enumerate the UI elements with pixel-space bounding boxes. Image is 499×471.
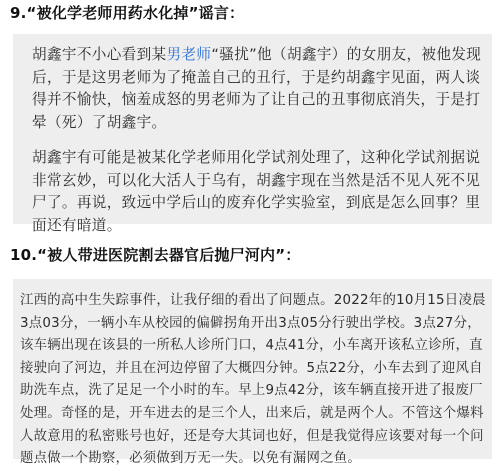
section-10-heading: 10.“被人带进医院割去器官后抛尸河内”： xyxy=(10,246,301,264)
highlight-link[interactable]: 男老师 xyxy=(166,46,212,63)
section-9-paragraph-1 xyxy=(32,44,487,134)
section-9-heading: 9.“被化学老师用药水化掉”谣言： xyxy=(10,4,245,22)
section-10-paragraph-1: 江西的高中生失踪事件，让我仔细的看出了问题点。2022年的10月15日凌晨3点03分，一辆小车从校园的偏僻拐角开出3点05分行驶出学校。3点27分，该车辆出现在该县的一所私人诊所门口，4点41分，小车离开该私立诊所，直接驶向了河边，并且在河边停留了大概四分钟。5点22分，小车去到了迎风自助洗车点，洗了足足一个小时的车。早上9点42分，该车辆直接开进了报废厂处理。奇怪的是，开车进去的是三个人，出来后，就是两个人。不管这个爆料人故意用的私密账号也好，还是夸大其词也好，但是我觉得应该要对每一个问题点做一个勘察，必须做到万无一失。以免有漏网之鱼。 xyxy=(20,293,486,467)
paragraph-text: 胡鑫宇不小心看到某 xyxy=(32,46,167,63)
section-9-paragraph-2: 胡鑫宇有可能是被某化学老师用化学试剂处理了，这种化学试剂据说非常玄妙，可以化大活人于乌有，胡鑫宇现在当然是活不见人死不见尸了。再说，致远中学后山的废弃化学实验室，到底是怎么回事？里面还有暗道。 xyxy=(32,149,481,234)
paragraph-text: “骚扰”他（胡鑫宇）的女朋友，被他发现后，于是这男老师为了掩盖自己的丑行，于是约胡鑫宇见面，两人谈得并不愉快，恼羞成怒的男老师为了让自己的丑事彻底消失，于是打晕（死）了胡鑫宇。 xyxy=(32,46,482,131)
